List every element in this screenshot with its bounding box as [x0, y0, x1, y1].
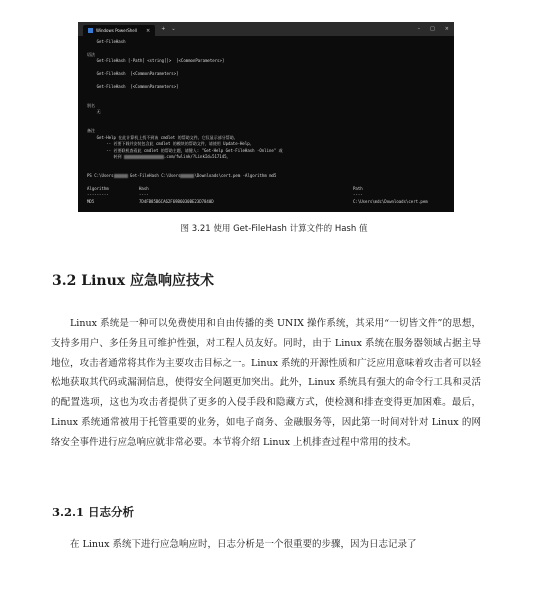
terminal-text: 无	[87, 109, 101, 115]
column-underline: ----	[139, 192, 149, 198]
section-paragraph: Linux 系统是一种可以免费使用和自由传播的类 UNIX 操作系统，其采用“一切皆文件”的思想，支持多用户、多任务且可维护性强，对工程人员友好。同时，由于 Linux 系统在服务器领域占据主导地位，攻击者通常将其作为主要攻击目标之一。Linux 系统的开源性质和广泛应用意味着攻击者可以轻松地获取其代码或漏洞信息，使得安全问题更加突出。此外，Linux 系统具有强大的命令行工具和灵活的配置选项，这也为攻击者提供了更多的入侵手段和隐藏方式，使检测和排查变得更加困难。最后，Linux 系统通常被用于托管重要的业务，如电子商务、金融服务等，因此第一时间对针对 Linux 的网络安全事件进行应急响应就非常必要。本节将介绍 Linux 上机排查过程中常用的技术。	[51, 318, 481, 448]
table-cell: 7D4FB85B6CA62F69B6030BE23D7840D	[139, 198, 214, 204]
algorithm-column	[87, 186, 139, 205]
terminal-text: 转到	[87, 154, 124, 160]
column-header: Hash	[139, 185, 149, 191]
subsection-paragraph: 在 Linux 系统下进行应急响应时，日志分析是一个很重要的步骤，因为日志记录了	[70, 539, 417, 550]
terminal-text: Get-FileHash [-Path] <string[]> [<CommonParameters>]	[87, 58, 225, 64]
column-header: Path	[353, 185, 363, 191]
terminal-text: 语法	[87, 51, 95, 57]
new-tab-icon[interactable]: +	[161, 26, 166, 32]
table-cell: MD5	[87, 198, 95, 204]
maximize-icon[interactable]: □	[430, 26, 435, 32]
terminal-text: 备注	[87, 128, 95, 134]
hash-column	[139, 186, 353, 205]
path-column	[353, 186, 448, 205]
column-header: Algorithm	[87, 185, 109, 191]
window-controls	[418, 26, 449, 32]
subsection-heading: 3.2.1 日志分析	[52, 505, 135, 519]
table-cell: C:\Users\mdc\Downloads\cert.pem	[353, 198, 428, 204]
terminal-text: PS C:\Users	[87, 173, 114, 179]
powershell-window	[78, 22, 454, 212]
redacted-text	[114, 174, 128, 178]
powershell-titlebar	[78, 22, 454, 36]
terminal-text: Get-FileHash [<CommonParameters>]	[87, 70, 179, 76]
terminal-text: Get-FileHash [<CommonParameters>]	[87, 83, 179, 89]
terminal-text: .com/fwlink/?LinkId=517145。	[163, 154, 231, 160]
powershell-tab[interactable]	[83, 25, 155, 36]
figure-caption: 图 3.21 使用 Get-FileHash 计算文件的 Hash 值	[180, 224, 368, 234]
terminal-output	[78, 36, 454, 186]
tab-close-icon[interactable]: ×	[145, 27, 151, 34]
tab-title: Windows PowerShell	[96, 28, 137, 33]
section-heading: 3.2 Linux 应急响应技术	[52, 273, 214, 289]
column-underline: ----	[353, 192, 363, 198]
minimize-icon[interactable]: –	[417, 26, 421, 32]
powershell-icon	[88, 28, 93, 33]
terminal-text: Get-Help 在此计算机上找不到该 cmdlet 的帮助文件。它仅显示部分帮助。	[87, 134, 238, 140]
terminal-text: -- 若要下载并安装包含此 cmdlet 的模块的帮助文件，请使用 Update-Help。	[87, 141, 254, 147]
close-icon[interactable]: ×	[444, 26, 449, 32]
terminal-text: Get-FileHash	[87, 39, 126, 44]
terminal-text: 别名	[87, 102, 95, 108]
hash-result-table	[87, 186, 448, 205]
terminal-text: Get-FileHash C:\Users	[127, 173, 181, 179]
terminal-text: \Downloads\cert.pem -Algorithm md5	[194, 173, 277, 179]
column-underline: ---------	[87, 192, 109, 198]
redacted-text	[180, 174, 194, 178]
terminal-text: -- 若要联机查看此 cmdlet 的帮助主题，请键入: "Get-Help Get-FileHash -Online" 或	[87, 147, 283, 153]
chevron-down-icon[interactable]: ⌄	[171, 26, 176, 32]
redacted-text	[124, 155, 164, 159]
